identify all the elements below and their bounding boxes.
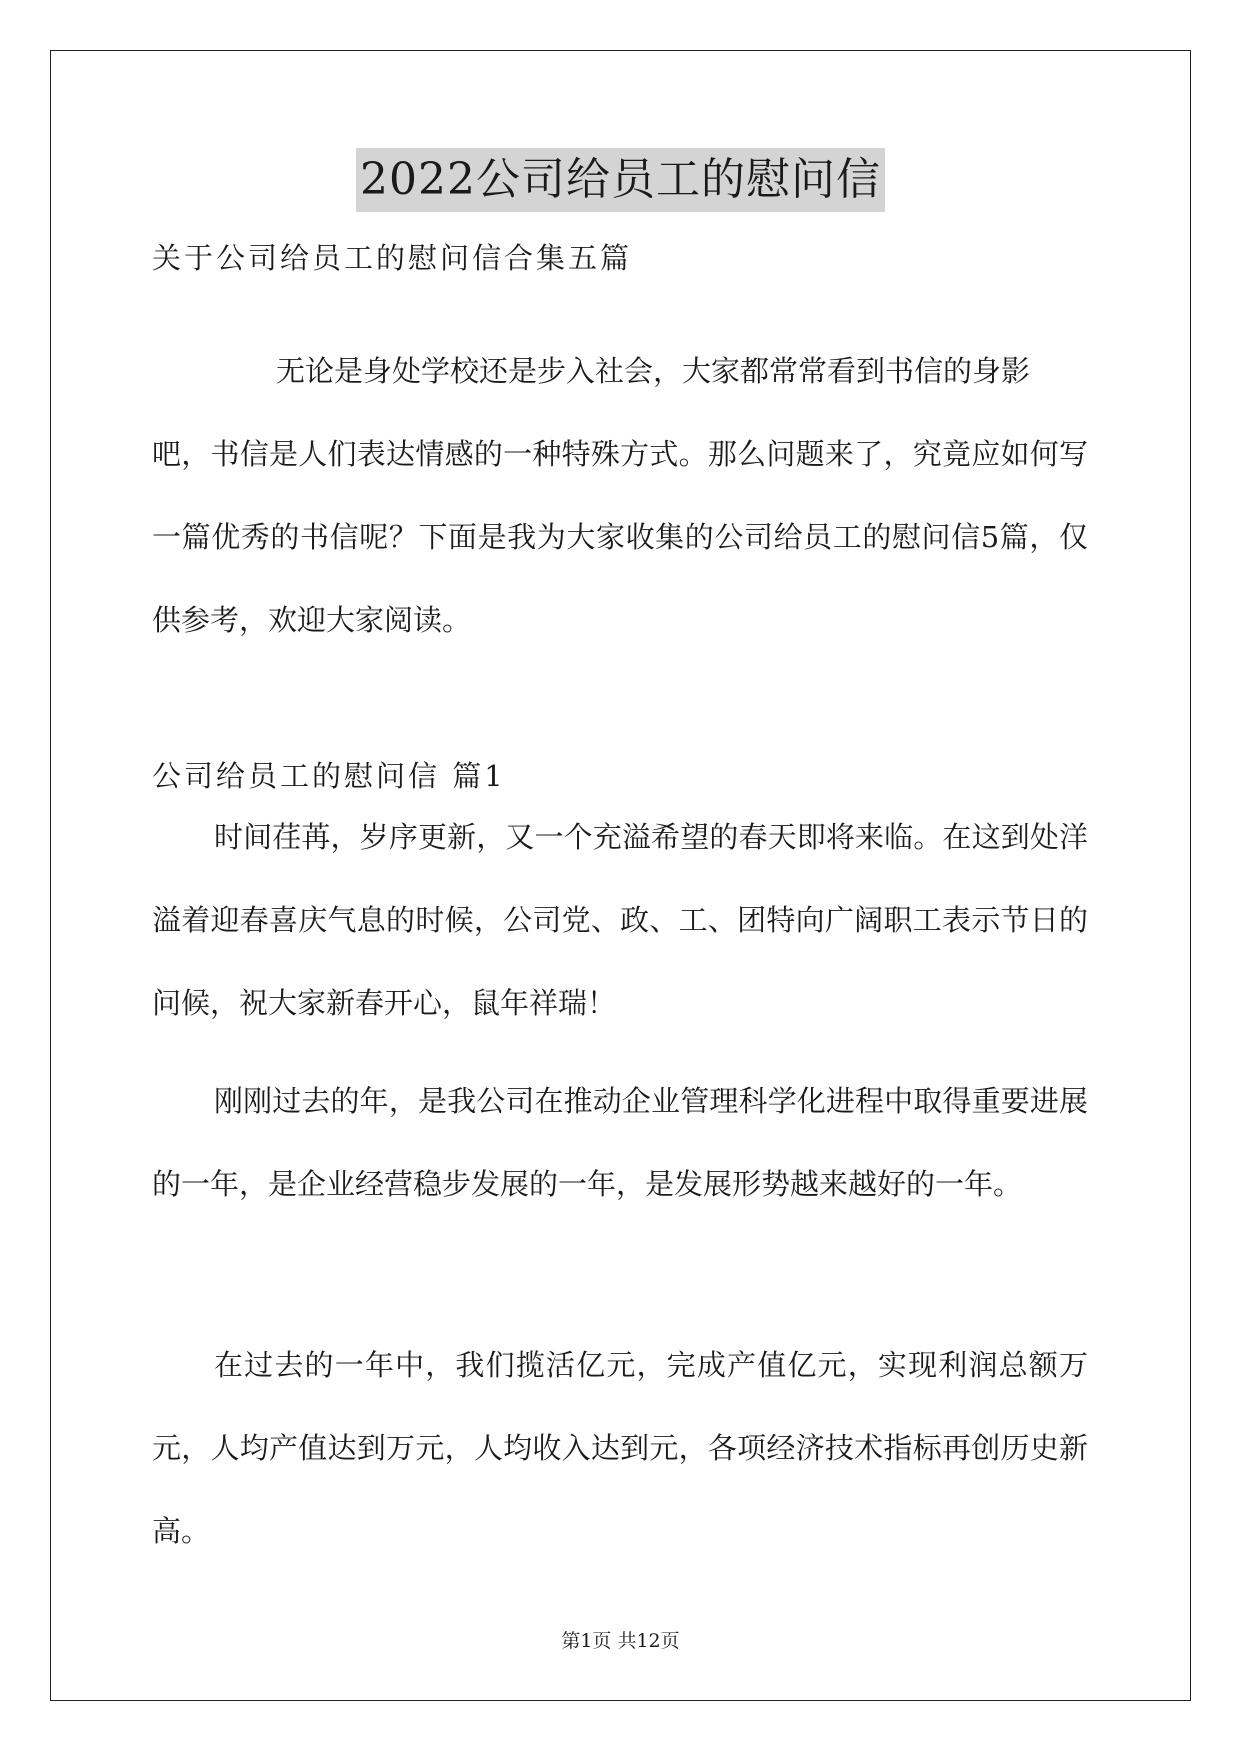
title-container (0, 148, 1241, 212)
page-footer: 第1页 共12页 (561, 1630, 680, 1652)
section-heading: 公司给员工的慰问信 篇1 (152, 759, 506, 793)
body-paragraph: 刚刚过去的年，是我公司在推动企业管理科学化进程中取得重要进展的一年，是企业经营稳步发展的一年，是发展形势越来越好的一年。 (152, 1084, 1088, 1201)
intro-first-line: 无论是身处学校还是步入社会，大家都常常看到书信的身影 (276, 354, 1031, 388)
intro-rest: 吧，书信是人们表达情感的一种特殊方式。那么问题来了，究竟应如何写一篇优秀的书信呢？下面是我为大家收集的公司给员工的慰问信5篇，仅供参考，欢迎大家阅读。 (152, 437, 1088, 637)
intro-paragraph (152, 330, 1088, 662)
body-paragraph: 在过去的一年中，我们揽活亿元，完成产值亿元，实现利润总额万元，人均产值达到万元，人均收入达到元，各项经济技术指标再创历史新高。 (152, 1348, 1088, 1548)
document-title: 2022公司给员工的慰问信 (356, 148, 885, 212)
document-subtitle: 关于公司给员工的慰问信合集五篇 (152, 241, 633, 275)
body-paragraph: 时间荏苒，岁序更新，又一个充溢希望的春天即将来临。在这到处洋溢着迎春喜庆气息的时候，公司党、政、工、团特向广阔职工表示节日的问候，祝大家新春开心，鼠年祥瑞！ (152, 820, 1088, 1020)
